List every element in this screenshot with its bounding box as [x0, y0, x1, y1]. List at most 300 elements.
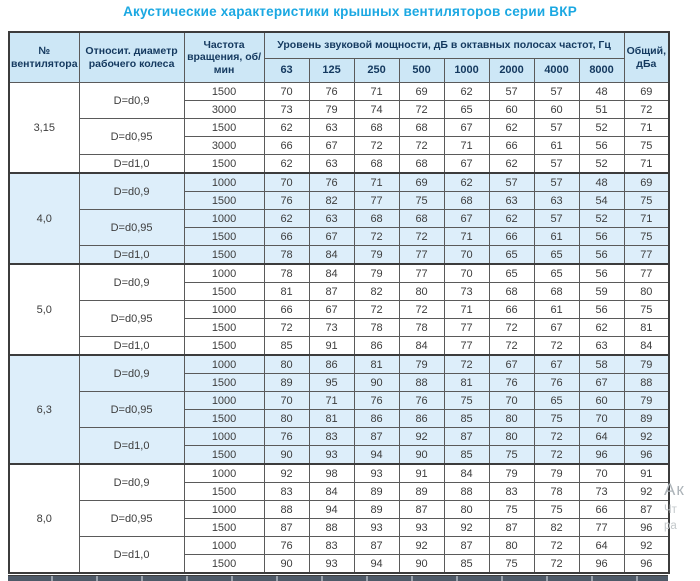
- rpm-cell: 3000: [184, 101, 264, 119]
- level-cell-2000: 66: [489, 228, 534, 246]
- total-level-cell: 77: [624, 246, 669, 265]
- level-cell-250: 93: [354, 519, 399, 537]
- level-cell-8000: 52: [579, 210, 624, 228]
- level-cell-250: 86: [354, 410, 399, 428]
- level-cell-4000: 61: [534, 137, 579, 155]
- level-cell-1000: 72: [444, 355, 489, 374]
- level-cell-8000: 52: [579, 155, 624, 174]
- total-level-cell: 75: [624, 301, 669, 319]
- rpm-cell: 1000: [184, 264, 264, 283]
- total-level-cell: 80: [624, 283, 669, 301]
- total-level-cell: 71: [624, 210, 669, 228]
- fan-number-cell: 3,15: [9, 83, 79, 174]
- level-cell-1000: 65: [444, 101, 489, 119]
- level-cell-500: 68: [399, 155, 444, 174]
- level-cell-2000: 62: [489, 155, 534, 174]
- level-cell-2000: 72: [489, 319, 534, 337]
- level-cell-2000: 67: [489, 355, 534, 374]
- level-cell-500: 72: [399, 137, 444, 155]
- page-title: Акустические характеристики крышных вентиляторов серии ВКР: [123, 4, 577, 19]
- level-cell-8000: 70: [579, 410, 624, 428]
- level-cell-125: 76: [309, 173, 354, 192]
- level-cell-125: 71: [309, 392, 354, 410]
- level-cell-63: 73: [264, 101, 309, 119]
- level-cell-125: 83: [309, 537, 354, 555]
- level-cell-500: 88: [399, 374, 444, 392]
- rpm-cell: 1500: [184, 410, 264, 428]
- header-band-2000: 2000: [489, 59, 534, 83]
- header-band-1000: 1000: [444, 59, 489, 83]
- table-row: [9, 210, 669, 228]
- level-cell-1000: 75: [444, 392, 489, 410]
- header-band-125: 125: [309, 59, 354, 83]
- level-cell-2000: 62: [489, 210, 534, 228]
- level-cell-8000: 64: [579, 428, 624, 446]
- level-cell-500: 79: [399, 355, 444, 374]
- level-cell-4000: 61: [534, 301, 579, 319]
- level-cell-250: 79: [354, 264, 399, 283]
- watermark-line: ра: [664, 520, 677, 533]
- level-cell-125: 81: [309, 410, 354, 428]
- level-cell-4000: 75: [534, 410, 579, 428]
- level-cell-8000: 58: [579, 355, 624, 374]
- level-cell-125: 63: [309, 119, 354, 137]
- level-cell-125: 91: [309, 337, 354, 356]
- level-cell-1000: 67: [444, 210, 489, 228]
- level-cell-63: 66: [264, 137, 309, 155]
- level-cell-63: 72: [264, 319, 309, 337]
- level-cell-500: 72: [399, 101, 444, 119]
- level-cell-63: 83: [264, 483, 309, 501]
- level-cell-250: 77: [354, 192, 399, 210]
- level-cell-4000: 76: [534, 374, 579, 392]
- level-cell-8000: 56: [579, 264, 624, 283]
- level-cell-63: 66: [264, 301, 309, 319]
- level-cell-2000: 65: [489, 264, 534, 283]
- level-cell-1000: 73: [444, 283, 489, 301]
- level-cell-125: 83: [309, 428, 354, 446]
- rpm-cell: 1500: [184, 283, 264, 301]
- diameter-cell: D=d1,0: [79, 155, 184, 174]
- table-row: [9, 264, 669, 283]
- table-row: [9, 392, 669, 410]
- level-cell-1000: 81: [444, 374, 489, 392]
- total-level-cell: 96: [624, 555, 669, 574]
- level-cell-125: 67: [309, 137, 354, 155]
- level-cell-500: 93: [399, 519, 444, 537]
- diameter-cell: D=d0,9: [79, 173, 184, 210]
- level-cell-1000: 70: [444, 264, 489, 283]
- table-row: [9, 537, 669, 555]
- level-cell-1000: 88: [444, 483, 489, 501]
- rpm-cell: 1500: [184, 246, 264, 265]
- level-cell-63: 62: [264, 119, 309, 137]
- level-cell-125: 67: [309, 301, 354, 319]
- fan-number-cell: 6,3: [9, 355, 79, 464]
- level-cell-8000: 96: [579, 446, 624, 465]
- total-level-cell: 77: [624, 264, 669, 283]
- level-cell-1000: 70: [444, 246, 489, 265]
- level-cell-250: 72: [354, 301, 399, 319]
- level-cell-125: 94: [309, 501, 354, 519]
- diameter-cell: D=d1,0: [79, 246, 184, 265]
- level-cell-8000: 96: [579, 555, 624, 574]
- level-cell-2000: 87: [489, 519, 534, 537]
- diameter-cell: D=d1,0: [79, 428, 184, 465]
- level-cell-4000: 67: [534, 355, 579, 374]
- level-cell-8000: 73: [579, 483, 624, 501]
- level-cell-63: 78: [264, 246, 309, 265]
- level-cell-63: 62: [264, 210, 309, 228]
- clipped-watermark-text: [664, 481, 685, 533]
- rpm-cell: 1500: [184, 519, 264, 537]
- level-cell-2000: 65: [489, 246, 534, 265]
- rpm-cell: 1000: [184, 537, 264, 555]
- level-cell-2000: 60: [489, 101, 534, 119]
- level-cell-125: 93: [309, 446, 354, 465]
- diameter-cell: D=d1,0: [79, 537, 184, 574]
- acoustics-table: [8, 31, 670, 574]
- table-row: [9, 83, 669, 101]
- level-cell-500: 69: [399, 173, 444, 192]
- level-cell-2000: 66: [489, 301, 534, 319]
- level-cell-125: 84: [309, 483, 354, 501]
- level-cell-4000: 63: [534, 192, 579, 210]
- total-level-cell: 71: [624, 155, 669, 174]
- level-cell-2000: 72: [489, 337, 534, 356]
- header-band-8000: 8000: [579, 59, 624, 83]
- rpm-cell: 1500: [184, 555, 264, 574]
- table-row: [9, 501, 669, 519]
- total-level-cell: 91: [624, 464, 669, 483]
- level-cell-2000: 63: [489, 192, 534, 210]
- level-cell-1000: 71: [444, 228, 489, 246]
- level-cell-4000: 72: [534, 555, 579, 574]
- level-cell-4000: 72: [534, 446, 579, 465]
- diameter-cell: D=d1,0: [79, 337, 184, 356]
- level-cell-4000: 60: [534, 101, 579, 119]
- level-cell-2000: 57: [489, 83, 534, 101]
- level-cell-1000: 77: [444, 337, 489, 356]
- level-cell-4000: 72: [534, 537, 579, 555]
- level-cell-4000: 78: [534, 483, 579, 501]
- level-cell-125: 63: [309, 155, 354, 174]
- total-level-cell: 79: [624, 392, 669, 410]
- level-cell-2000: 80: [489, 537, 534, 555]
- level-cell-250: 90: [354, 374, 399, 392]
- total-level-cell: 92: [624, 483, 669, 501]
- level-cell-250: 94: [354, 446, 399, 465]
- level-cell-8000: 63: [579, 337, 624, 356]
- diameter-cell: D=d0,95: [79, 392, 184, 428]
- level-cell-125: 88: [309, 519, 354, 537]
- rpm-cell: 1000: [184, 428, 264, 446]
- level-cell-8000: 56: [579, 228, 624, 246]
- level-cell-250: 76: [354, 392, 399, 410]
- level-cell-8000: 67: [579, 374, 624, 392]
- level-cell-250: 72: [354, 137, 399, 155]
- rpm-cell: 1500: [184, 483, 264, 501]
- level-cell-500: 77: [399, 246, 444, 265]
- level-cell-250: 81: [354, 355, 399, 374]
- fan-number-cell: 8,0: [9, 464, 79, 573]
- rpm-cell: 1500: [184, 155, 264, 174]
- level-cell-1000: 62: [444, 83, 489, 101]
- level-cell-8000: 48: [579, 83, 624, 101]
- rpm-cell: 1000: [184, 464, 264, 483]
- total-level-cell: 88: [624, 374, 669, 392]
- rpm-cell: 1500: [184, 337, 264, 356]
- level-cell-63: 62: [264, 155, 309, 174]
- level-cell-4000: 57: [534, 173, 579, 192]
- level-cell-4000: 61: [534, 228, 579, 246]
- level-cell-500: 68: [399, 119, 444, 137]
- level-cell-500: 91: [399, 464, 444, 483]
- table-row: [9, 173, 669, 192]
- table-row: [9, 119, 669, 137]
- level-cell-4000: 65: [534, 246, 579, 265]
- level-cell-250: 68: [354, 119, 399, 137]
- level-cell-4000: 65: [534, 264, 579, 283]
- table-row: [9, 428, 669, 446]
- level-cell-250: 68: [354, 155, 399, 174]
- next-table-cutoff-strip: [8, 575, 668, 581]
- header-band-4000: 4000: [534, 59, 579, 83]
- total-level-cell: 92: [624, 428, 669, 446]
- level-cell-500: 80: [399, 283, 444, 301]
- level-cell-2000: 62: [489, 119, 534, 137]
- level-cell-125: 86: [309, 355, 354, 374]
- level-cell-8000: 66: [579, 501, 624, 519]
- level-cell-8000: 60: [579, 392, 624, 410]
- level-cell-1000: 92: [444, 519, 489, 537]
- level-cell-4000: 65: [534, 392, 579, 410]
- level-cell-63: 70: [264, 392, 309, 410]
- level-cell-500: 76: [399, 392, 444, 410]
- table-row: [9, 355, 669, 374]
- level-cell-2000: 68: [489, 283, 534, 301]
- total-level-cell: 92: [624, 537, 669, 555]
- total-level-cell: 81: [624, 319, 669, 337]
- header-total: Общий, дБа: [624, 32, 669, 83]
- level-cell-8000: 56: [579, 137, 624, 155]
- level-cell-2000: 75: [489, 555, 534, 574]
- total-level-cell: 87: [624, 501, 669, 519]
- rpm-cell: 1500: [184, 119, 264, 137]
- level-cell-250: 82: [354, 283, 399, 301]
- level-cell-8000: 52: [579, 119, 624, 137]
- level-cell-250: 87: [354, 428, 399, 446]
- rpm-cell: 1000: [184, 392, 264, 410]
- header-octave-group: Уровень звуковой мощности, дБ в октавных полосах частот, Гц: [264, 32, 624, 59]
- total-level-cell: 79: [624, 355, 669, 374]
- rpm-cell: 1000: [184, 501, 264, 519]
- level-cell-8000: 48: [579, 173, 624, 192]
- level-cell-4000: 68: [534, 283, 579, 301]
- diameter-cell: D=d0,9: [79, 464, 184, 501]
- level-cell-2000: 66: [489, 137, 534, 155]
- level-cell-125: 95: [309, 374, 354, 392]
- level-cell-125: 93: [309, 555, 354, 574]
- rpm-cell: 1000: [184, 210, 264, 228]
- header-fan-number: № вентилятора: [9, 32, 79, 83]
- level-cell-500: 86: [399, 410, 444, 428]
- level-cell-8000: 62: [579, 319, 624, 337]
- level-cell-63: 70: [264, 173, 309, 192]
- level-cell-1000: 84: [444, 464, 489, 483]
- level-cell-2000: 76: [489, 374, 534, 392]
- level-cell-125: 76: [309, 83, 354, 101]
- level-cell-250: 68: [354, 210, 399, 228]
- diameter-cell: D=d0,95: [79, 119, 184, 155]
- level-cell-500: 78: [399, 319, 444, 337]
- level-cell-500: 90: [399, 446, 444, 465]
- level-cell-63: 80: [264, 410, 309, 428]
- level-cell-500: 72: [399, 301, 444, 319]
- total-level-cell: 96: [624, 446, 669, 465]
- level-cell-1000: 67: [444, 155, 489, 174]
- total-level-cell: 89: [624, 410, 669, 428]
- level-cell-4000: 72: [534, 337, 579, 356]
- level-cell-8000: 54: [579, 192, 624, 210]
- total-level-cell: 69: [624, 173, 669, 192]
- level-cell-8000: 56: [579, 246, 624, 265]
- header-speed: Частота вращения, об/мин: [184, 32, 264, 83]
- level-cell-63: 88: [264, 501, 309, 519]
- level-cell-500: 72: [399, 228, 444, 246]
- level-cell-8000: 59: [579, 283, 624, 301]
- rpm-cell: 1000: [184, 173, 264, 192]
- diameter-cell: D=d0,95: [79, 210, 184, 246]
- level-cell-63: 90: [264, 555, 309, 574]
- level-cell-8000: 56: [579, 301, 624, 319]
- table-header: [9, 32, 669, 83]
- level-cell-63: 85: [264, 337, 309, 356]
- level-cell-63: 70: [264, 83, 309, 101]
- header-band-63: 63: [264, 59, 309, 83]
- level-cell-2000: 70: [489, 392, 534, 410]
- level-cell-63: 90: [264, 446, 309, 465]
- level-cell-500: 69: [399, 83, 444, 101]
- level-cell-500: 92: [399, 537, 444, 555]
- table-row: [9, 337, 669, 356]
- diameter-cell: D=d0,95: [79, 301, 184, 337]
- level-cell-125: 82: [309, 192, 354, 210]
- level-cell-1000: 87: [444, 537, 489, 555]
- rpm-cell: 1000: [184, 355, 264, 374]
- level-cell-63: 76: [264, 428, 309, 446]
- rpm-cell: 1500: [184, 374, 264, 392]
- total-level-cell: 69: [624, 83, 669, 101]
- level-cell-250: 71: [354, 173, 399, 192]
- level-cell-1000: 87: [444, 428, 489, 446]
- level-cell-4000: 57: [534, 119, 579, 137]
- diameter-cell: D=d0,9: [79, 264, 184, 301]
- total-level-cell: 75: [624, 228, 669, 246]
- level-cell-63: 66: [264, 228, 309, 246]
- level-cell-8000: 64: [579, 537, 624, 555]
- watermark-line: Ак: [664, 480, 685, 499]
- level-cell-4000: 72: [534, 428, 579, 446]
- diameter-cell: D=d0,95: [79, 501, 184, 537]
- level-cell-500: 84: [399, 337, 444, 356]
- level-cell-2000: 75: [489, 446, 534, 465]
- level-cell-4000: 67: [534, 319, 579, 337]
- level-cell-4000: 57: [534, 83, 579, 101]
- level-cell-250: 78: [354, 319, 399, 337]
- level-cell-1000: 71: [444, 301, 489, 319]
- level-cell-250: 86: [354, 337, 399, 356]
- level-cell-125: 84: [309, 264, 354, 283]
- total-level-cell: 75: [624, 137, 669, 155]
- level-cell-2000: 80: [489, 428, 534, 446]
- level-cell-63: 78: [264, 264, 309, 283]
- total-level-cell: 84: [624, 337, 669, 356]
- level-cell-125: 98: [309, 464, 354, 483]
- level-cell-500: 68: [399, 210, 444, 228]
- rpm-cell: 3000: [184, 137, 264, 155]
- rpm-cell: 1000: [184, 301, 264, 319]
- level-cell-1000: 71: [444, 137, 489, 155]
- total-level-cell: 75: [624, 192, 669, 210]
- watermark-line: Чт: [664, 503, 677, 516]
- level-cell-2000: 75: [489, 501, 534, 519]
- level-cell-63: 76: [264, 537, 309, 555]
- table-row: [9, 246, 669, 265]
- level-cell-500: 87: [399, 501, 444, 519]
- level-cell-8000: 51: [579, 101, 624, 119]
- total-level-cell: 96: [624, 519, 669, 537]
- level-cell-250: 94: [354, 555, 399, 574]
- level-cell-500: 92: [399, 428, 444, 446]
- level-cell-125: 84: [309, 246, 354, 265]
- level-cell-125: 73: [309, 319, 354, 337]
- rpm-cell: 1500: [184, 192, 264, 210]
- level-cell-4000: 82: [534, 519, 579, 537]
- fan-number-cell: 4,0: [9, 173, 79, 264]
- level-cell-63: 80: [264, 355, 309, 374]
- level-cell-1000: 80: [444, 501, 489, 519]
- table-row: [9, 155, 669, 174]
- total-level-cell: 72: [624, 101, 669, 119]
- level-cell-125: 87: [309, 283, 354, 301]
- level-cell-4000: 57: [534, 155, 579, 174]
- level-cell-250: 74: [354, 101, 399, 119]
- level-cell-1000: 62: [444, 173, 489, 192]
- level-cell-250: 87: [354, 537, 399, 555]
- rpm-cell: 1500: [184, 446, 264, 465]
- fan-number-cell: 5,0: [9, 264, 79, 355]
- level-cell-250: 79: [354, 246, 399, 265]
- level-cell-63: 76: [264, 192, 309, 210]
- level-cell-250: 72: [354, 228, 399, 246]
- level-cell-500: 77: [399, 264, 444, 283]
- level-cell-125: 67: [309, 228, 354, 246]
- level-cell-2000: 57: [489, 173, 534, 192]
- level-cell-1000: 77: [444, 319, 489, 337]
- diameter-cell: D=d0,9: [79, 355, 184, 392]
- table-row: [9, 301, 669, 319]
- level-cell-63: 92: [264, 464, 309, 483]
- level-cell-4000: 79: [534, 464, 579, 483]
- header-band-250: 250: [354, 59, 399, 83]
- level-cell-250: 89: [354, 501, 399, 519]
- level-cell-500: 89: [399, 483, 444, 501]
- total-level-cell: 71: [624, 119, 669, 137]
- level-cell-2000: 79: [489, 464, 534, 483]
- level-cell-125: 79: [309, 101, 354, 119]
- level-cell-1000: 68: [444, 192, 489, 210]
